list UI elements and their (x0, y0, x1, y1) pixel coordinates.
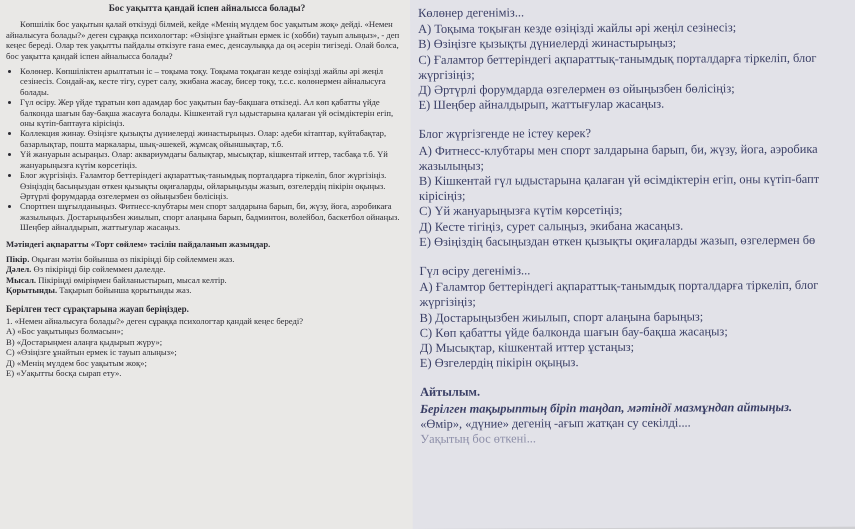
article-title: Бос уақытта қандай іспен айналысса болады? (108, 4, 306, 14)
definition-item (6, 254, 408, 264)
definition-term: Қорытынды. (6, 285, 58, 296)
hobby-list-item: • Блог жүргізіңіз. Ғаламтор беттеріндегі ақпараттық-танымдық порталдарға тіркеліп, блог жүргізіңіз. Өзіңіздің басыңыздан өткен қызықты оқиғаларды, ойларыңызды жазып, өзгелердің пікірін оқыңыз. Әртүрлі форумдарда өзгелермен өз ойыңызбен бөлісіңіз. (20, 170, 408, 201)
test-question: 1. «Немен айналысуға болады?» деген сұраққа психологтар қандай кеңес береді? (6, 315, 304, 326)
section-heading: Мәтіндегі ақпаратты «Торт сөйлем» тәсілін пайдаланып жазыңдар. (6, 238, 271, 249)
definition-item (6, 285, 408, 295)
question-block (419, 125, 855, 250)
question-option: С) Ғаламтор беттеріндегі ақпараттық-танымдық порталдарға тіркеліп, блог (418, 50, 817, 67)
definitions-list (6, 254, 408, 296)
task-heading: Айтылым. (420, 385, 481, 400)
question-title: Гүл өсіру дегеніміз... (419, 263, 531, 279)
task-line: «Өмір», «дүние» дегенің -ағып жатқан су секілді.... (420, 415, 691, 431)
test-option: С) «Өзіңізге ұнайтын ермек іс тауып алыңыз»; (6, 347, 177, 358)
question-option: В) Достарыңызбен жиылып, спорт алаңына барыңыз; (419, 309, 704, 325)
hobby-list-item: • Коллекция жинау. Өзіңізге қызықты дүниелерді жинастырыңыз. Олар: әдеби кітаптар, күйтабақтар, базарлықтар, пошта маркалары, шық-әшекей, жұмсақ ойыншықтар, т.б. (20, 128, 408, 149)
question-option: А) Тоқыма тоқыған кезде өзіңізді жайлы әрі жеңіл сезінесіз; (418, 20, 737, 37)
question-option: Е) Шеңбер айналдырып, жаттығулар жасаңыз. (418, 96, 665, 113)
test-option: А) «Бос уақытыңыз болмасын»; (6, 326, 124, 337)
left-page (0, 0, 418, 529)
task-instruction: Берілген тақырыптың біріп таңдап, мәтіндї мазмұндап айтыңыз. (420, 399, 793, 416)
definition-term: Пікір. (6, 253, 30, 264)
question-block (418, 4, 855, 114)
question-title: Блог жүргізгенде не істеу керек? (418, 126, 592, 142)
test-options (6, 326, 408, 378)
question-option: кірісіңіз; (418, 188, 466, 204)
test-heading: Берілген тест сұрақтарына жауап беріңіздер. (6, 303, 189, 314)
question-option: Д) Кесте тігіңіз, сурет салыңыз, экибана жасаңыз. (419, 218, 684, 234)
definition-text: Пікіріңді өміріңмен байланыстырып, мысал келтір. (36, 274, 227, 285)
definition-term: Мысал. (6, 274, 37, 285)
question-option: жүргізіңіз; (419, 295, 476, 310)
question-option: С) Көп қабатты үйде балконда шағын бау-бақша жасаңыз; (419, 324, 728, 340)
hobby-list-item: • Үй жануарын асыраңыз. Олар: аквариумдағы балықтар, мысықтар, кішкентай иттер, тасбақа т.б. Үй жануарыңызға күтім көрсетіңіз. (20, 149, 408, 170)
question-option: А) Фитнесс-клубтары мен спорт залдарына барып, би, жүзу, йога, аэробика (418, 141, 818, 158)
definition-item (6, 264, 408, 274)
definition-text: Оқыған мәтін бойынша өз пікіріңді бір сөйлеммен жаз. (29, 253, 235, 264)
test-option: Е) «Уақытты босқа сырап ету». (6, 368, 122, 378)
question-option: Е) Өзгелердің пікірін оқыңыз. (419, 355, 579, 371)
question-option: В) Кішкентай гүл ыдыстарына қалаған үй өсімдіктерін егіп, оны күтіп-бапт (418, 171, 820, 188)
definition-item (6, 275, 408, 285)
question-option: А) Ғаламтор беттеріндегі ақпараттық-танымдық порталдарға тіркеліп, блог (419, 278, 819, 295)
question-blocks (418, 4, 855, 372)
hobby-list-item: • Көлөнер. Көпшіліктен арылтатын іс – тоқыма тоқу. Тоқыма тоқыған кезде өзіңізді жайлы әрі жеңіл сезінесіз. Сондай-ақ, кесте тігу, сурет салу, экибана жасау, бисер тоқу, т.с.с. көлөнермен айналысуға болады. (20, 66, 408, 97)
task-line-cut: Уақытың бос өткені... (420, 431, 537, 447)
question-title: Көлөнер дегеніміз... (418, 5, 525, 20)
question-option: Д) Мысықтар, кішкентай иттер ұстаңыз; (419, 339, 635, 356)
right-page (410, 0, 855, 529)
definition-term: Дәлел. (6, 264, 32, 275)
question-option: жүргізіңіз; (418, 67, 475, 82)
question-block (419, 262, 855, 372)
hobby-list (6, 66, 408, 233)
definition-text: Өз пікіріңді бір сөйлеммен дәлелде. (31, 264, 166, 275)
question-option: В) Өзіңізге қызықты дүниелерді жинастырыңыз; (418, 36, 677, 52)
hobby-list-item: • Гүл өсіру. Жер үйде тұратын көп адамдар бос уақытын бау-бақшаға өткізеді. Ал көп қабатты үйде балконда шағын бау-бақша жасауға болады. Кішкентай гүл ыдыстарына қалаған үй өсімдіктерін егіп, оны күтіп-баптауға кірісіңіз. (20, 97, 408, 128)
test-option: В) «Достарыңмен алаңға қыдырып жүру»; (6, 336, 163, 347)
article-intro: Көпшілік бос уақытын қалай өткізуді білмей, кейде «Менің мүлдем бос уақытым жоқ» дейді. «Немен айналысуға болады?» деген сұраққа психологтар: «Өзіңізге ұнайтын ермек іс (хобби) тауып алыңыз», - деп кеңес береді. Олар тек уақытты пайдалы өткізуге ғана емес, денсаулыққа да оң әсерін тигізеді. Олай болса, бос уақытта қандай іспен айналысса болады? (6, 19, 400, 61)
definition-text: Тақырып бойынша қорытынды жаз. (57, 285, 192, 296)
question-option: Д) Әртүрлі форумдарда өзгелермен өз ойыңызбен бөлісіңіз; (418, 81, 735, 97)
hobby-list-item: • Спортпен шұғылданыңыз. Фитнесс-клубтары мен спорт залдарына барып, би, жүзу, йога, аэробикаға жазылыңыз. Достарыңызбен жиылып, спорт алаңына барып, бадминтон, волейбол, баскетбол ойнаңыз. Шеңбер айналдырып, жаттығулар жасаңыз. (20, 201, 408, 232)
test-option: Д) «Менің мүлдем бос уақытым жоқ»; (6, 357, 147, 368)
question-option: С) Үй жануарыңызға күтім көрсетіңіз; (419, 203, 623, 219)
question-option: Е) Өзіңіздің басыңыздан өткен қызықты оқиғаларды жазып, өзгелермен бө (419, 232, 816, 249)
question-option: жазылыңыз; (418, 158, 484, 173)
